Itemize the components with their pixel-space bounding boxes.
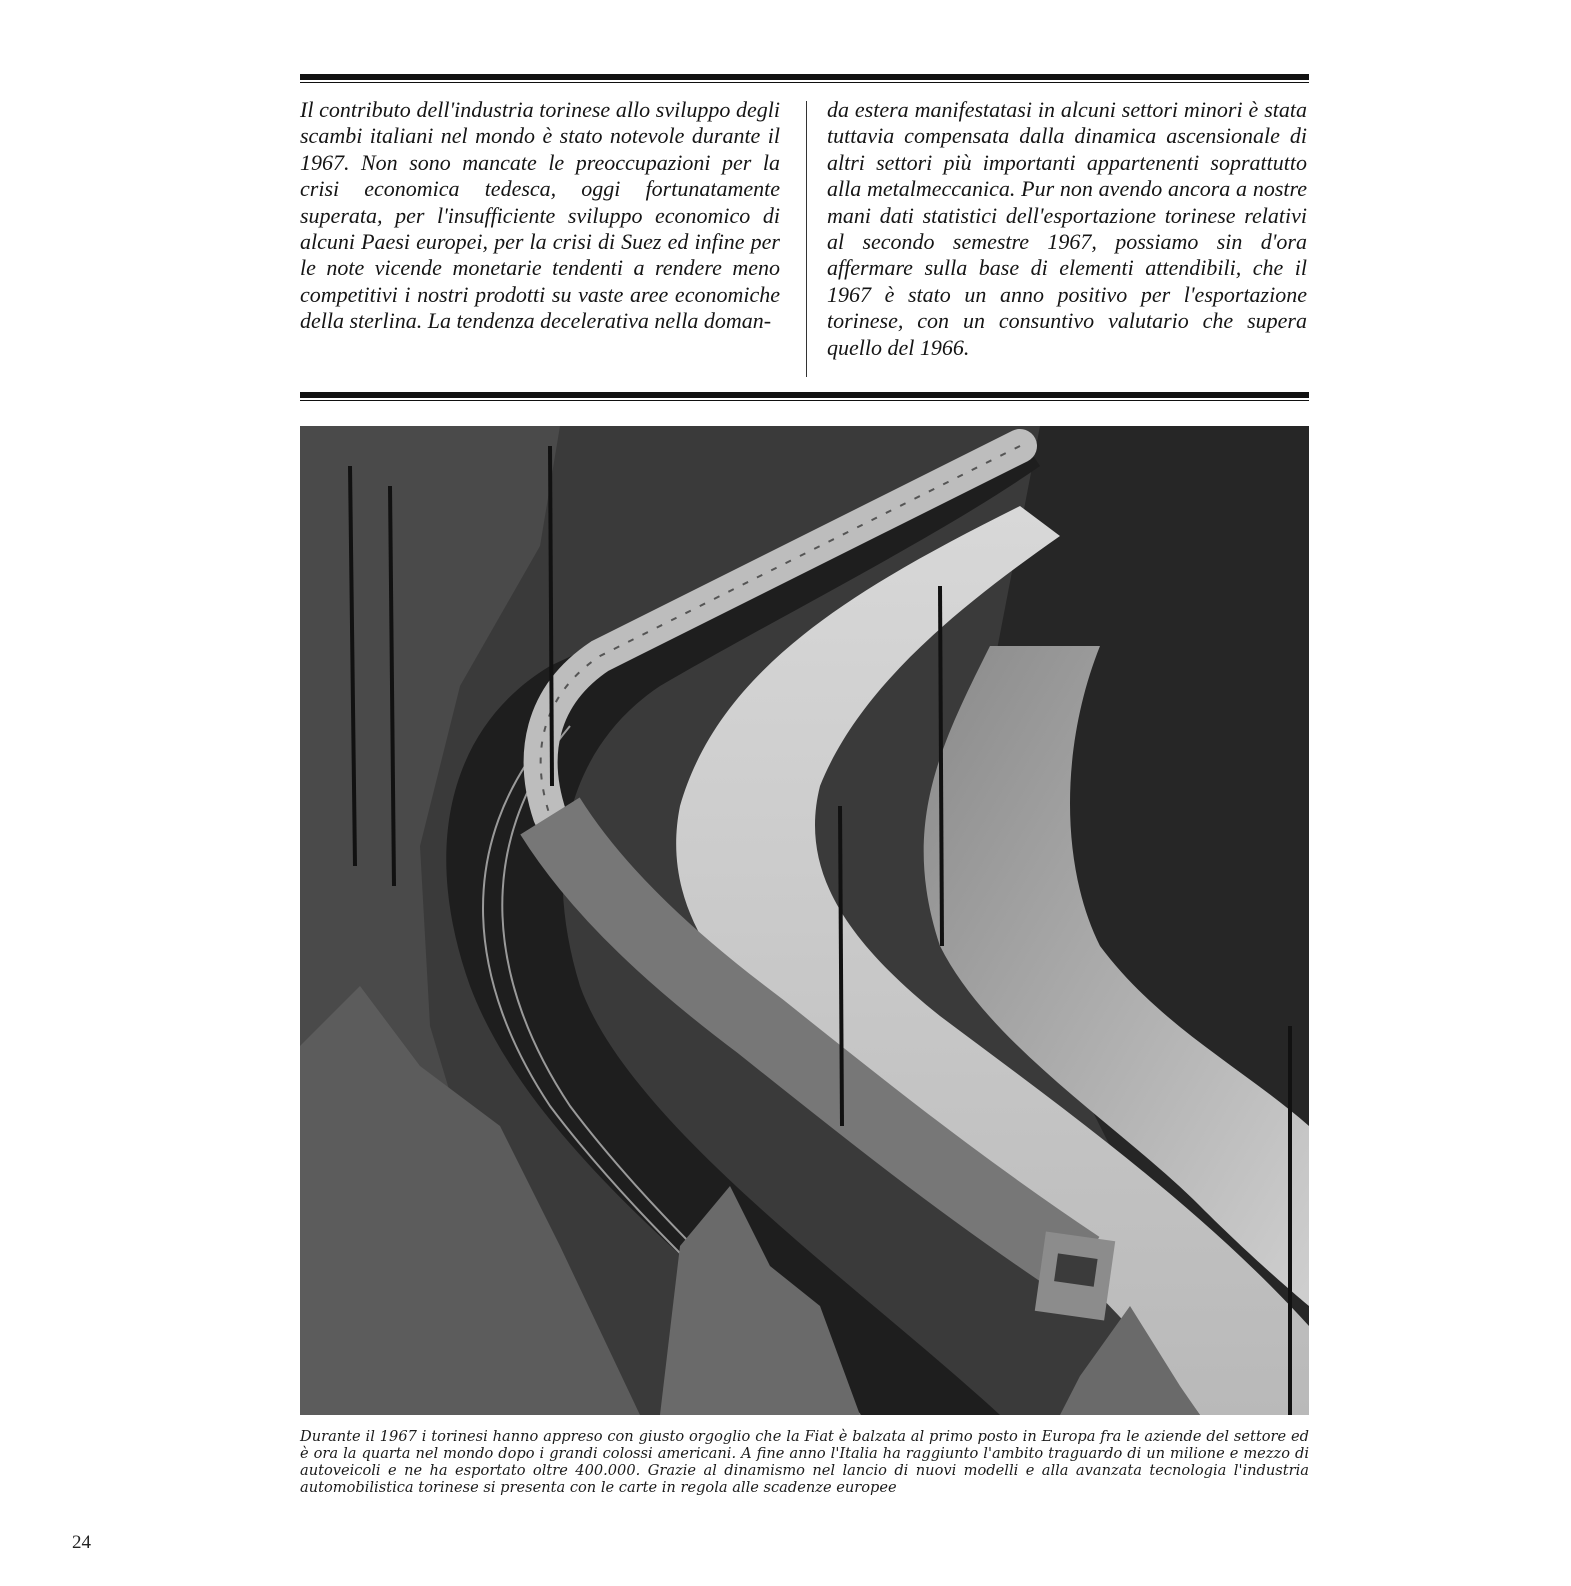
bottom-double-rule: [300, 392, 1309, 401]
photo-caption: Durante il 1967 i torinesi hanno appreso con giusto orgoglio che la Fiat è balzata al primo posto in Europa fra le aziende del settore ed è ora la quarta nel mondo dopo i grandi colossi americani. A fine anno l'Italia ha raggiunto l'ambito traguardo di un milione e mezzo di autoveicoli e ne ha esportato oltre 400.000. Grazie al dinamismo nel lancio di nuovi modelli e alla avanzata tecnologia l'industria automobilistica torinese si presenta con le carte in regola alle scadenze europee: [300, 1428, 1309, 1496]
article-column-right: da estera manifestatasi in alcuni settori minori è stata tuttavia compensata dalla dinamica ascensionale di altri settori più importanti appartenenti soprattutto alla metalmeccanica. Pur non avendo ancora a nostre mani dati statistici dell'esportazione torinese relativi al secondo semestre 1967, possiamo sin d'ora affermare sulla base di elementi attendibili, che il 1967 è stato un anno positivo per l'esportazione torinese, con un consuntivo valutario che supera quello del 1966.: [827, 97, 1307, 360]
page-number: 24: [72, 1532, 91, 1553]
top-double-rule: [300, 74, 1309, 83]
train-photograph-illustration: [300, 426, 1309, 1415]
train-photograph: [300, 426, 1309, 1415]
article-column-left: Il contributo dell'industria torinese allo sviluppo degli scambi italiani nel mondo è stato notevole durante il 1967. Non sono mancate le preoccupazioni per la crisi economica tedesca, oggi fortunatamente superata, per l'insufficiente sviluppo economico di alcuni Paesi europei, per la crisi di Suez ed infine per le note vicende monetarie tendenti a rendere meno competitivi i nostri prodotti su vaste aree economiche della sterlina. La tendenza decelerativa nella doman-: [300, 97, 780, 334]
column-divider: [806, 101, 807, 377]
article-columns: [300, 97, 1309, 379]
